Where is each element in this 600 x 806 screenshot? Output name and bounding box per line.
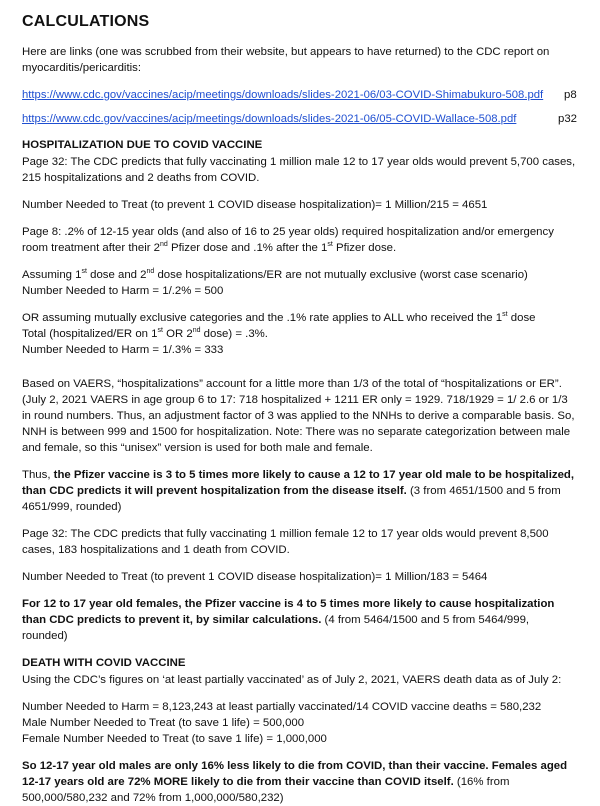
link-row-wallace (22, 111, 576, 127)
paragraph-using: Using the CDC’s figures on ‘at least partially vaccinated’ as of July 2, 2021, VAERS death data as of July 2: (22, 674, 562, 686)
paragraph-female-conclusion: For 12 to 17 year old females, the Pfizer vaccine is 4 to 5 times more likely to cause hospitalization than CDC predicts to prevent it, by similar calculations. (4 from 5464/1500 and 5 from 5464/999, rounded) (22, 598, 555, 642)
paragraph-or: OR assuming mutually exclusive categories and the .1% rate applies to ALL who received the 1st dose Total (hospitalized/ER on 1st OR 2nd dose) = .3%. Number Needed to Harm = 1/.3% = 333 (22, 311, 536, 356)
page-title: CALCULATIONS (22, 13, 150, 30)
paragraph-thus: Thus, the Pfizer vaccine is 3 to 5 times more likely to cause a 12 to 17 year old male to be hospitalized, than CDC predicts it will prevent hospitalization from the disease itself. (3 from 4651/1500 and 5 from 4651/999, rounded) (22, 469, 575, 513)
paragraph-nnt-male: Number Needed to Treat (to prevent 1 COVID disease hospitalization)= 1 Million/215 = 4651 (22, 199, 488, 211)
intro-paragraph: Here are links (one was scrubbed from their website, but appears to have returned) to the CDC report on myocarditis/pericarditis: (22, 46, 550, 74)
paragraph-nnh-death: Number Needed to Harm = 8,123,243 at least partially vaccinated/14 COVID vaccine deaths = 580,232 (22, 701, 542, 713)
paragraph-male-nnt: Male Number Needed to Treat (to save 1 life) = 500,000 (22, 717, 305, 729)
section-heading-death: DEATH WITH COVID VACCINE (22, 657, 186, 669)
nnh-333: Number Needed to Harm = 1/.3% = 333 (22, 344, 224, 356)
paragraph-vaers: Based on VAERS, “hospitalizations” account for a little more than 1/3 of the total of “hospitalizations or ER”. (July 2, 2021 VAERS in age group 6 to 17: 718 hospitalized + 1211 ER only = 1929. 718/1929 = 1/ 2.6 or 1/3 in round numbers. Thus, an adjustment factor of 3 was applied to the NNHs to derive a comparable basis. So, NNH is between 999 and 1500 for hospitalization. Note: There was no separate categorization between male and female, so this “unisex” version is used for both male and female. (22, 378, 575, 454)
paragraph-p32-male: Page 32: The CDC predicts that fully vaccinating 1 million male 12 to 17 year olds would prevent 5,700 cases, 215 hospitalizations and 2 deaths from COVID. (22, 156, 576, 184)
paragraph-female-nnt: Female Number Needed to Treat (to save 1 life) = 1,000,000 (22, 733, 327, 745)
paragraph-p32-female: Page 32: The CDC predicts that fully vaccinating 1 million female 12 to 17 year olds would prevent 8,500 cases, 183 hospitalizations and 1 death from COVID. (22, 528, 549, 556)
nnh-500: Number Needed to Harm = 1/.2% = 500 (22, 285, 224, 297)
link-shimabukuro[interactable]: https://www.cdc.gov/vaccines/acip/meetings/downloads/slides-2021-06/03-COVID-Shimabukuro-508.pdf (22, 89, 544, 101)
link-row-shimabukuro (22, 87, 576, 103)
section-heading-hospitalization: HOSPITALIZATION DUE TO COVID VACCINE (22, 139, 263, 151)
paragraph-assuming: Assuming 1st dose and 2nd dose hospitalizations/ER are not mutually exclusive (worst case scenario) Number Needed to Harm = 1/.2% = 500 (22, 268, 528, 297)
link-wallace[interactable]: https://www.cdc.gov/vaccines/acip/meetings/downloads/slides-2021-06/05-COVID-Wallace-508.pdf (22, 113, 517, 125)
paragraph-nnt-female: Number Needed to Treat (to prevent 1 COVID disease hospitalization)= 1 Million/183 = 5464 (22, 571, 488, 583)
link-page-ref: p32 (558, 113, 578, 125)
link-page-ref: p8 (564, 89, 577, 101)
paragraph-page8: Page 8: .2% of 12-15 year olds (and also of 16 to 25 year olds) required hospitalization and/or emergency room treatment after their 2nd Pfizer dose and .1% after the 1st Pfizer dose. (22, 226, 554, 254)
paragraph-death-conclusion: So 12-17 year old males are only 16% less likely to die from COVID, than their vaccine. Females aged 12-17 years old are 72% MORE likely to die from their vaccine than COVID itself. (16% from 500,000/580,232 and 72% from 1,000,000/580,232) (22, 760, 568, 804)
